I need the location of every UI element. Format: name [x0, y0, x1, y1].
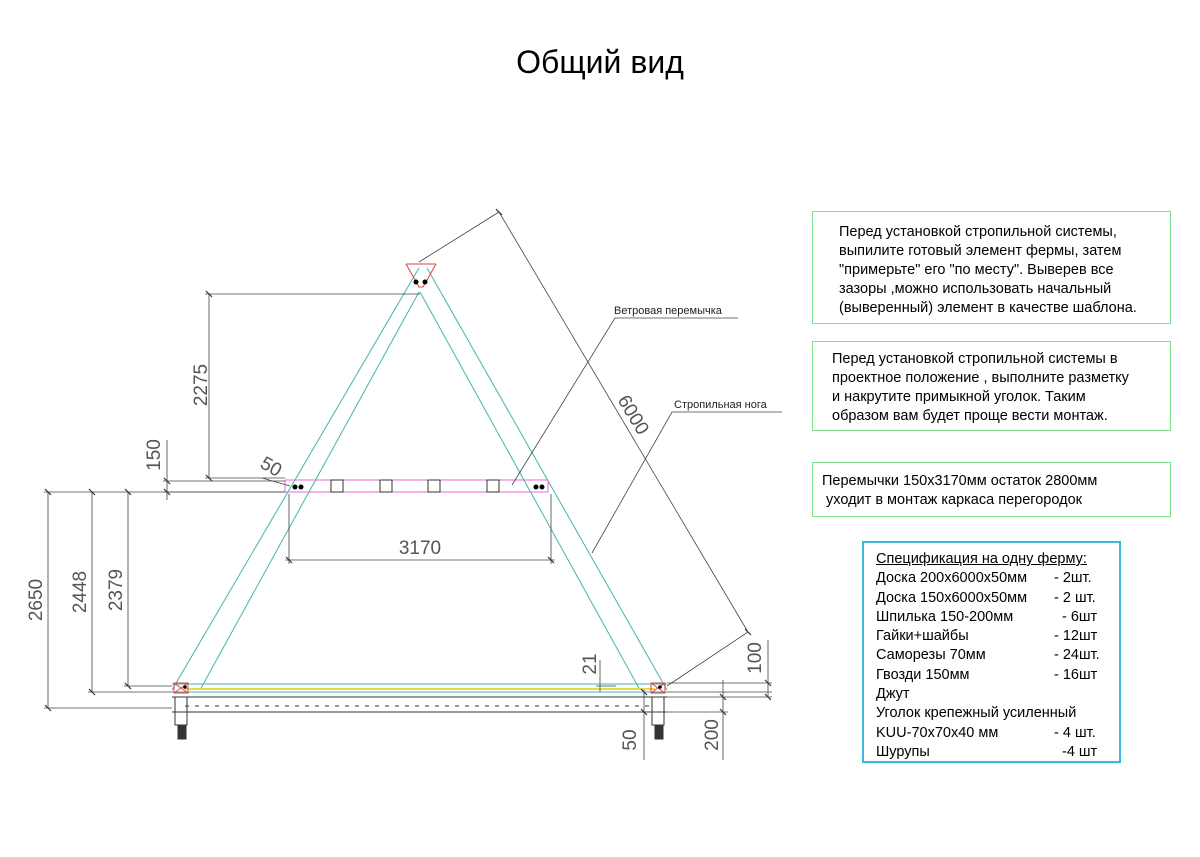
spec-item-name: Доска 150х6000х50мм [876, 589, 1028, 606]
spec-row [876, 704, 1119, 723]
dim-21: 21 [580, 653, 601, 675]
corner-bolt-left [183, 685, 187, 689]
rafter-right [420, 268, 667, 690]
support-left [174, 683, 188, 739]
corner-bolt-right [658, 685, 662, 689]
dim-200: 200 [702, 719, 723, 751]
spec-item-name: Гайки+шайбы [876, 628, 969, 645]
ridge-bolt-left [414, 280, 419, 285]
spec-row [876, 743, 1119, 762]
label-wind-brace: Ветровая перемычка [614, 305, 722, 317]
dimension-lines [44, 212, 772, 760]
support-right [651, 683, 665, 739]
wind-brace [285, 480, 548, 492]
note-line: зазоры ,можно использовать начальный [839, 281, 1112, 297]
note-braces [812, 462, 1171, 517]
spec-item-qty: - 2 шт. [1054, 589, 1096, 606]
spec-row [876, 724, 1119, 743]
spec-item-name: Уголок крепежный усиленный [876, 705, 1077, 722]
spec-row [876, 646, 1119, 665]
spec-item-name: Шурупы [876, 743, 930, 760]
spec-item-qty: - 4 шт. [1054, 724, 1096, 741]
spec-row [876, 569, 1119, 588]
brace-bolt-left-2 [299, 485, 304, 490]
note-line: образом вам будет проще вести монтаж. [832, 408, 1108, 424]
spec-row [876, 627, 1119, 646]
bottom-beam [172, 684, 667, 712]
specification-box [862, 541, 1121, 763]
spec-item-qty: - 16шт [1054, 666, 1098, 683]
dim-6000: 6000 [612, 391, 653, 439]
note-line: Перед установкой стропильной системы, [839, 224, 1117, 240]
label-rafter-leg: Стропильная нога [674, 399, 767, 411]
ridge-bolt-right [423, 280, 428, 285]
note-template-element [812, 211, 1171, 324]
dim-50-top: 50 [256, 452, 286, 482]
spec-item-name: Саморезы 70мм [876, 647, 986, 664]
spec-row [876, 589, 1119, 608]
page-title: Общий вид [516, 44, 684, 80]
spec-row [876, 685, 1119, 704]
note-line: (выверенный) элемент в качестве шаблона. [839, 300, 1137, 316]
dim-2448: 2448 [70, 570, 91, 614]
spec-item-name: Гвозди 150мм [876, 666, 970, 683]
spec-item-name: Шпилька 150-200мм [876, 608, 1014, 625]
note-line: и накрутите примыкной уголок. Таким [832, 389, 1086, 405]
dim-2275: 2275 [191, 363, 212, 407]
spec-item-name: Доска 200х6000х50мм [876, 570, 1028, 587]
spec-row [876, 666, 1119, 685]
note-line: уходит в монтаж каркаса перегородок [826, 492, 1082, 508]
dim-3170: 3170 [398, 538, 442, 559]
spec-item-name: Джут [876, 686, 910, 703]
spec-item-qty: - 12шт [1054, 628, 1098, 645]
note-line: выпилите готовый элемент фермы, затем [839, 243, 1122, 259]
dim-100: 100 [745, 642, 766, 674]
brace-bolt-right-2 [540, 485, 545, 490]
note-line: "примерьте" его "по месту". Выверев все [839, 262, 1114, 278]
note-line: Перемычки 150х3170мм остаток 2800мм [822, 473, 1098, 489]
dim-50-bottom: 50 [620, 729, 641, 751]
label-leaders [512, 318, 782, 553]
note-line: проектное положение , выполните разметку [832, 370, 1129, 386]
spec-item-qty: - 24шт. [1054, 647, 1100, 664]
spec-heading: Спецификация на одну ферму: [876, 551, 1087, 567]
note-marking-angle [812, 341, 1171, 431]
spec-item-name: KUU-70х70х40 мм [876, 724, 999, 741]
note-line: Перед установкой стропильной системы в [832, 351, 1118, 367]
spec-item-qty: -4 шт [1062, 743, 1098, 760]
brace-bolt-right-1 [534, 485, 539, 490]
dim-2379: 2379 [106, 568, 127, 612]
dim-2650: 2650 [26, 578, 47, 622]
wind-brace-blocks [331, 480, 499, 492]
dim-150: 150 [144, 439, 165, 471]
spec-row [876, 608, 1119, 627]
spec-item-qty: - 6шт [1062, 608, 1098, 625]
spec-item-qty: - 2шт. [1054, 570, 1092, 587]
brace-bolt-left-1 [293, 485, 298, 490]
